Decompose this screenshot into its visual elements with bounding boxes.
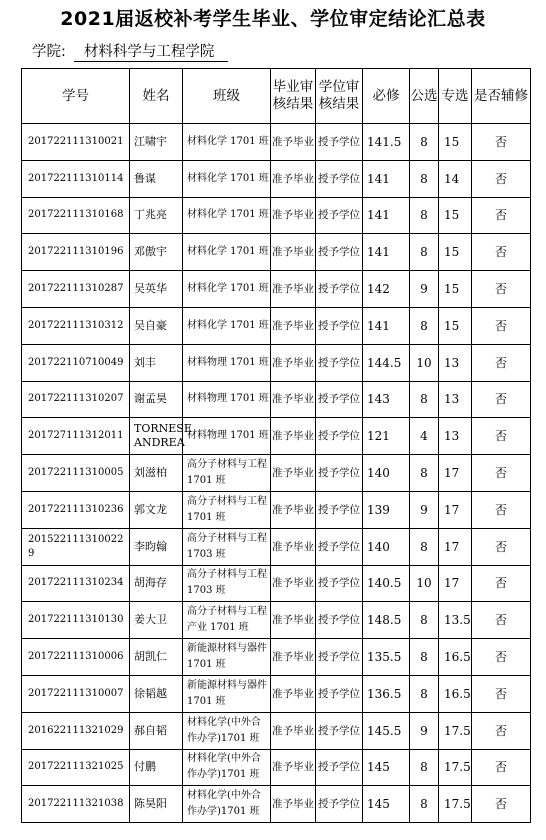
table-row <box>22 491 531 528</box>
major-elective-cell: 17 <box>439 565 472 602</box>
student-id-cell: 201722111310005 <box>22 455 130 492</box>
required-credits-cell: 141 <box>363 197 410 234</box>
public-elective-cell: 8 <box>410 749 439 786</box>
student-id-cell: 201722111310007 <box>22 675 130 712</box>
college-name: 材料科学与工程学院 <box>74 44 229 62</box>
major-elective-cell: 17 <box>439 455 472 492</box>
header-degree-result: 学位审核结果 <box>316 69 363 124</box>
student-id-cell: 201722111310168 <box>22 197 130 234</box>
minor-cell: 否 <box>472 381 531 418</box>
graduation-result-cell: 准予毕业 <box>271 675 316 712</box>
minor-cell: 否 <box>472 418 531 455</box>
public-elective-cell: 8 <box>410 786 439 823</box>
graduation-result-cell: 准予毕业 <box>271 786 316 823</box>
degree-result-cell: 授予学位 <box>316 675 363 712</box>
degree-result-cell: 授予学位 <box>316 418 363 455</box>
table-row <box>22 124 531 161</box>
class-cell: 材料化学 1701 班 <box>183 197 271 234</box>
public-elective-cell: 8 <box>410 307 439 344</box>
student-name-cell: 吴英华 <box>130 271 183 308</box>
student-id-cell: 201722111310006 <box>22 639 130 676</box>
graduation-result-cell: 准予毕业 <box>271 565 316 602</box>
major-elective-cell: 13 <box>439 344 472 381</box>
required-credits-cell: 145.5 <box>363 712 410 749</box>
student-name-cell: TORNESE ANDREA <box>130 418 183 455</box>
student-id-cell: 201722111321038 <box>22 786 130 823</box>
major-elective-cell: 16.5 <box>439 675 472 712</box>
minor-cell: 否 <box>472 197 531 234</box>
student-name-cell: 郭文龙 <box>130 491 183 528</box>
student-id-cell: 201722111310234 <box>22 565 130 602</box>
table-row <box>22 307 531 344</box>
public-elective-cell: 4 <box>410 418 439 455</box>
graduation-result-cell: 准予毕业 <box>271 124 316 161</box>
degree-result-cell: 授予学位 <box>316 197 363 234</box>
required-credits-cell: 145 <box>363 786 410 823</box>
graduation-result-cell: 准予毕业 <box>271 418 316 455</box>
degree-result-cell: 授予学位 <box>316 491 363 528</box>
class-cell: 高分子材料与工程产业 1701 班 <box>183 602 271 639</box>
minor-cell: 否 <box>472 565 531 602</box>
header-graduation-result: 毕业审核结果 <box>271 69 316 124</box>
minor-cell: 否 <box>472 491 531 528</box>
degree-result-cell: 授予学位 <box>316 344 363 381</box>
degree-result-cell: 授予学位 <box>316 455 363 492</box>
required-credits-cell: 140.5 <box>363 565 410 602</box>
student-id-cell: 201722111310114 <box>22 160 130 197</box>
header-required: 必修 <box>363 69 410 124</box>
public-elective-cell: 10 <box>410 344 439 381</box>
minor-cell: 否 <box>472 675 531 712</box>
degree-result-cell: 授予学位 <box>316 565 363 602</box>
required-credits-cell: 142 <box>363 271 410 308</box>
student-id-cell: 201722111310207 <box>22 381 130 418</box>
class-cell: 高分子材料与工程 1703 班 <box>183 565 271 602</box>
class-cell: 材料化学(中外合作办学)1701 班 <box>183 712 271 749</box>
table-row <box>22 639 531 676</box>
class-cell: 材料物理 1701 班 <box>183 381 271 418</box>
table-row <box>22 344 531 381</box>
major-elective-cell: 17 <box>439 528 472 565</box>
major-elective-cell: 13.5 <box>439 602 472 639</box>
required-credits-cell: 121 <box>363 418 410 455</box>
class-cell: 高分子材料与工程 1703 班 <box>183 528 271 565</box>
table-row <box>22 234 531 271</box>
graduation-result-cell: 准予毕业 <box>271 160 316 197</box>
degree-result-cell: 授予学位 <box>316 307 363 344</box>
minor-cell: 否 <box>472 234 531 271</box>
public-elective-cell: 8 <box>410 381 439 418</box>
major-elective-cell: 17 <box>439 491 472 528</box>
required-credits-cell: 140 <box>363 455 410 492</box>
student-name-cell: 胡海存 <box>130 565 183 602</box>
student-name-cell: 刘丰 <box>130 344 183 381</box>
student-id-cell: 201722111310130 <box>22 602 130 639</box>
table-row <box>22 712 531 749</box>
graduation-result-cell: 准予毕业 <box>271 234 316 271</box>
required-credits-cell: 141 <box>363 307 410 344</box>
minor-cell: 否 <box>472 528 531 565</box>
student-name-cell: 姜大卫 <box>130 602 183 639</box>
major-elective-cell: 15 <box>439 234 472 271</box>
degree-result-cell: 授予学位 <box>316 786 363 823</box>
table-body <box>22 124 531 823</box>
header-public-elective: 公选 <box>410 69 439 124</box>
public-elective-cell: 8 <box>410 528 439 565</box>
student-id-cell: 201722110710049 <box>22 344 130 381</box>
public-elective-cell: 9 <box>410 712 439 749</box>
public-elective-cell: 8 <box>410 124 439 161</box>
table-row <box>22 602 531 639</box>
graduation-result-cell: 准予毕业 <box>271 344 316 381</box>
header-name: 姓名 <box>130 69 183 124</box>
student-name-cell: 付鹏 <box>130 749 183 786</box>
student-name-cell: 吴自豪 <box>130 307 183 344</box>
student-id-cell: 201722111310312 <box>22 307 130 344</box>
degree-result-cell: 授予学位 <box>316 271 363 308</box>
header-student-id: 学号 <box>22 69 130 124</box>
graduation-result-cell: 准予毕业 <box>271 528 316 565</box>
header-minor: 是否辅修 <box>472 69 531 124</box>
table-row <box>22 455 531 492</box>
student-name-cell: 江啸宇 <box>130 124 183 161</box>
class-cell: 高分子材料与工程 1701 班 <box>183 491 271 528</box>
student-name-cell: 陈昊阳 <box>130 786 183 823</box>
graduation-result-cell: 准予毕业 <box>271 749 316 786</box>
minor-cell: 否 <box>472 749 531 786</box>
student-name-cell: 徐韬越 <box>130 675 183 712</box>
student-name-cell: 刘滋柏 <box>130 455 183 492</box>
minor-cell: 否 <box>472 344 531 381</box>
required-credits-cell: 145 <box>363 749 410 786</box>
required-credits-cell: 139 <box>363 491 410 528</box>
graduation-result-cell: 准予毕业 <box>271 639 316 676</box>
minor-cell: 否 <box>472 271 531 308</box>
college-label: 学院: <box>32 44 66 60</box>
minor-cell: 否 <box>472 639 531 676</box>
public-elective-cell: 8 <box>410 602 439 639</box>
student-name-cell: 胡凯仁 <box>130 639 183 676</box>
graduation-result-cell: 准予毕业 <box>271 381 316 418</box>
student-name-cell: 邓傲宇 <box>130 234 183 271</box>
major-elective-cell: 15 <box>439 307 472 344</box>
required-credits-cell: 141 <box>363 234 410 271</box>
minor-cell: 否 <box>472 786 531 823</box>
required-credits-cell: 141.5 <box>363 124 410 161</box>
required-credits-cell: 140 <box>363 528 410 565</box>
graduation-result-cell: 准予毕业 <box>271 307 316 344</box>
student-id-cell: 201722111321025 <box>22 749 130 786</box>
major-elective-cell: 16.5 <box>439 639 472 676</box>
public-elective-cell: 8 <box>410 675 439 712</box>
public-elective-cell: 10 <box>410 565 439 602</box>
required-credits-cell: 148.5 <box>363 602 410 639</box>
major-elective-cell: 15 <box>439 124 472 161</box>
graduation-result-cell: 准予毕业 <box>271 271 316 308</box>
minor-cell: 否 <box>472 160 531 197</box>
required-credits-cell: 144.5 <box>363 344 410 381</box>
document-title: 2021届返校补考学生毕业、学位审定结论汇总表 <box>60 8 486 30</box>
class-cell: 材料化学(中外合作办学)1701 班 <box>183 786 271 823</box>
class-cell: 新能源材料与器件 1701 班 <box>183 639 271 676</box>
required-credits-cell: 141 <box>363 160 410 197</box>
class-cell: 材料化学 1701 班 <box>183 124 271 161</box>
student-id-cell: 201522111310022​9 <box>22 528 130 565</box>
minor-cell: 否 <box>472 307 531 344</box>
summary-table <box>21 68 531 823</box>
table-row <box>22 565 531 602</box>
student-name-cell: 李昀翰 <box>130 528 183 565</box>
degree-result-cell: 授予学位 <box>316 160 363 197</box>
major-elective-cell: 14 <box>439 160 472 197</box>
public-elective-cell: 8 <box>410 639 439 676</box>
graduation-result-cell: 准予毕业 <box>271 491 316 528</box>
major-elective-cell: 15 <box>439 197 472 234</box>
class-cell: 高分子材料与工程 1701 班 <box>183 455 271 492</box>
table-row <box>22 381 531 418</box>
public-elective-cell: 9 <box>410 491 439 528</box>
graduation-result-cell: 准予毕业 <box>271 455 316 492</box>
student-name-cell: 郝自韬 <box>130 712 183 749</box>
public-elective-cell: 8 <box>410 455 439 492</box>
table-row <box>22 197 531 234</box>
graduation-result-cell: 准予毕业 <box>271 712 316 749</box>
table-row <box>22 749 531 786</box>
major-elective-cell: 17.5 <box>439 712 472 749</box>
student-id-cell: 201727111312011 <box>22 418 130 455</box>
class-cell: 材料物理 1701 班 <box>183 418 271 455</box>
major-elective-cell: 15 <box>439 271 472 308</box>
public-elective-cell: 9 <box>410 271 439 308</box>
header-major-elective: 专选 <box>439 69 472 124</box>
class-cell: 材料化学(中外合作办学)1701 班 <box>183 749 271 786</box>
student-name-cell: 丁兆亮 <box>130 197 183 234</box>
student-id-cell: 201722111310287 <box>22 271 130 308</box>
major-elective-cell: 17.5 <box>439 749 472 786</box>
public-elective-cell: 8 <box>410 160 439 197</box>
major-elective-cell: 13 <box>439 381 472 418</box>
table-row <box>22 528 531 565</box>
student-id-cell: 201722111310196 <box>22 234 130 271</box>
table-row <box>22 271 531 308</box>
college-line <box>32 40 228 62</box>
degree-result-cell: 授予学位 <box>316 712 363 749</box>
required-credits-cell: 143 <box>363 381 410 418</box>
class-cell: 材料化学 1701 班 <box>183 307 271 344</box>
minor-cell: 否 <box>472 124 531 161</box>
class-cell: 材料物理 1701 班 <box>183 344 271 381</box>
degree-result-cell: 授予学位 <box>316 381 363 418</box>
minor-cell: 否 <box>472 455 531 492</box>
required-credits-cell: 136.5 <box>363 675 410 712</box>
degree-result-cell: 授予学位 <box>316 749 363 786</box>
header-class: 班级 <box>183 69 271 124</box>
table-row <box>22 418 531 455</box>
student-name-cell: 鲁谋 <box>130 160 183 197</box>
class-cell: 新能源材料与器件 1701 班 <box>183 675 271 712</box>
public-elective-cell: 8 <box>410 197 439 234</box>
major-elective-cell: 17.5 <box>439 786 472 823</box>
minor-cell: 否 <box>472 602 531 639</box>
student-name-cell: 谢孟昊 <box>130 381 183 418</box>
major-elective-cell: 13 <box>439 418 472 455</box>
class-cell: 材料化学 1701 班 <box>183 271 271 308</box>
graduation-result-cell: 准予毕业 <box>271 602 316 639</box>
minor-cell: 否 <box>472 712 531 749</box>
class-cell: 材料化学 1701 班 <box>183 160 271 197</box>
table-row <box>22 786 531 823</box>
header-row <box>22 69 531 124</box>
class-cell: 材料化学 1701 班 <box>183 234 271 271</box>
degree-result-cell: 授予学位 <box>316 234 363 271</box>
degree-result-cell: 授予学位 <box>316 639 363 676</box>
degree-result-cell: 授予学位 <box>316 528 363 565</box>
public-elective-cell: 8 <box>410 234 439 271</box>
student-id-cell: 201722111310021 <box>22 124 130 161</box>
table-row <box>22 160 531 197</box>
required-credits-cell: 135.5 <box>363 639 410 676</box>
table-row <box>22 675 531 712</box>
student-id-cell: 201722111310236 <box>22 491 130 528</box>
degree-result-cell: 授予学位 <box>316 602 363 639</box>
graduation-result-cell: 准予毕业 <box>271 197 316 234</box>
student-id-cell: 201622111321029 <box>22 712 130 749</box>
degree-result-cell: 授予学位 <box>316 124 363 161</box>
